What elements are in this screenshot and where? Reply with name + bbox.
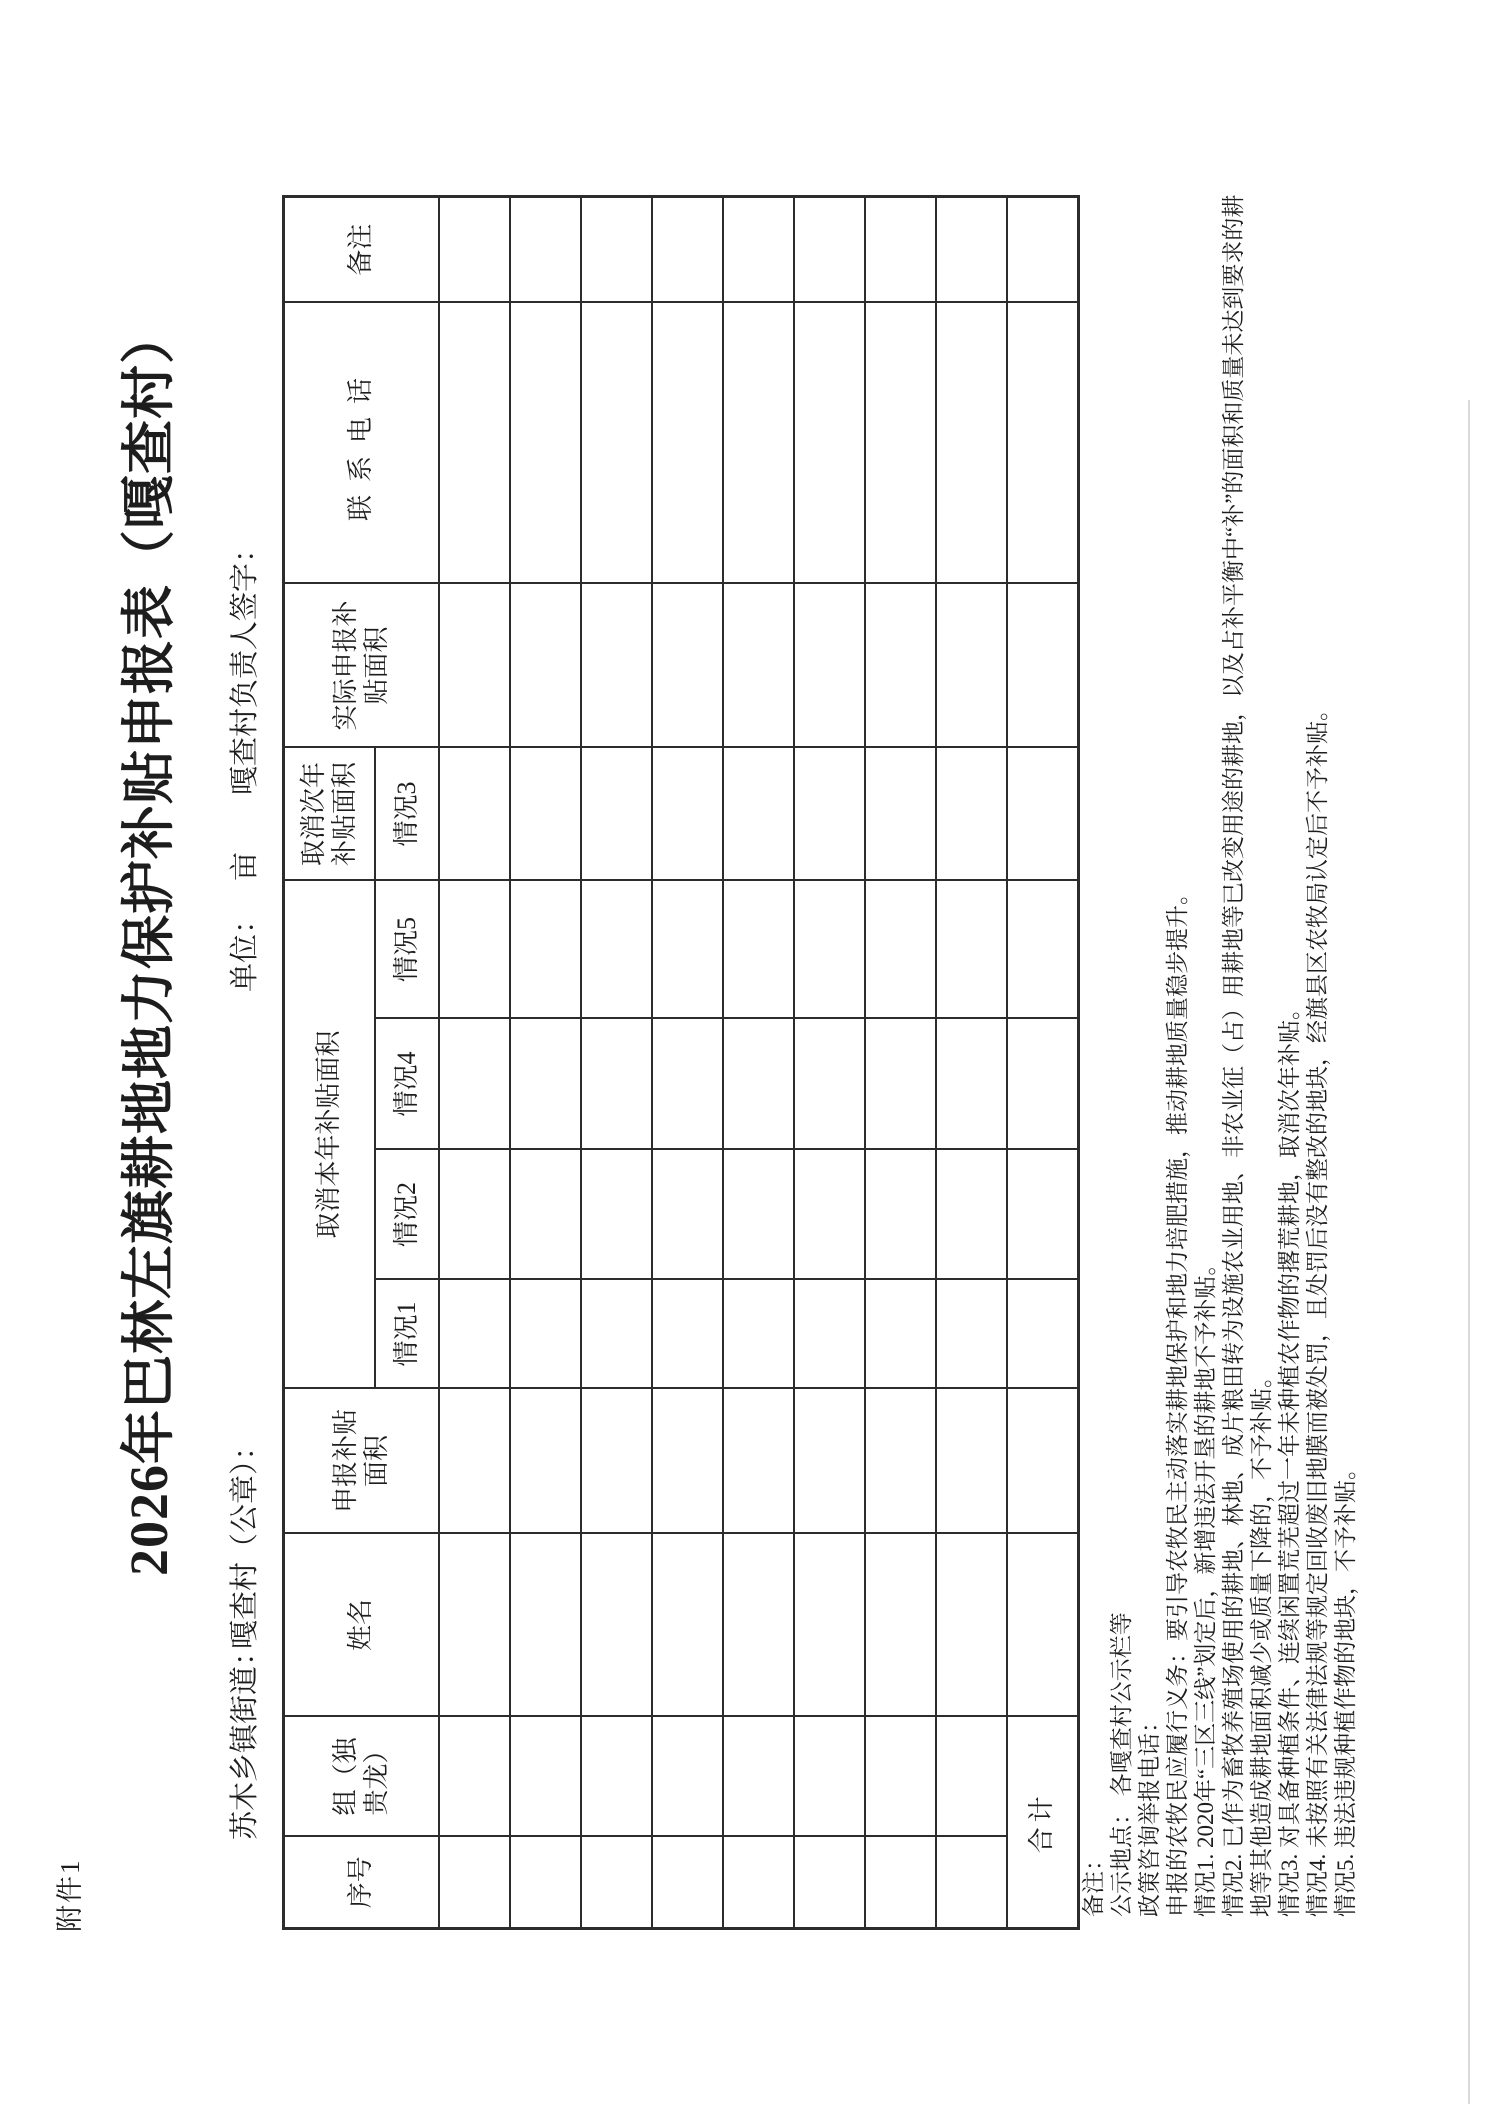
empty-cell [936,1717,1007,1837]
subcol-header-situation-5: 情况5 [375,880,439,1018]
footnote-line: 情况4. 未按照有关法律法规等规定回收废旧地膜而被处罚，且处罚后没有整改的地块，经旗县区农牧局认定后不予补贴。 [1305,698,1330,1917]
empty-cell [652,196,723,302]
col-header-group [284,1717,439,1837]
footnote-line: 政策咨询举报电话： [1137,1710,1162,1917]
col-header-actual-subsidy-area [284,583,439,747]
empty-cell [652,880,723,1018]
empty-cell [794,1717,865,1837]
empty-cell [1007,196,1079,302]
table-row [936,196,1007,1928]
empty-cell [1007,1534,1079,1717]
empty-cell [865,196,936,302]
total-label-cell: 合计 [1007,1717,1079,1929]
empty-cell [936,1019,1007,1150]
table-row [865,196,936,1928]
empty-cell [936,1837,1007,1929]
unit-label: 单位： [229,904,261,992]
empty-cell [1007,583,1079,747]
empty-cell [439,1019,510,1150]
empty-cell [510,583,581,747]
empty-cell [1007,1150,1079,1280]
empty-cell [652,302,723,583]
unit-value: 亩 [229,851,261,881]
empty-cell [794,1150,865,1280]
empty-cell [865,1019,936,1150]
empty-cell [581,880,652,1018]
empty-cell [581,1280,652,1389]
empty-cell [794,196,865,302]
attachment-label: 附件1 [55,1858,85,1932]
col-header-phone: 联系电话 [284,302,439,583]
empty-cell [510,1389,581,1534]
empty-cell [439,1717,510,1837]
empty-cell [794,583,865,747]
empty-cell [865,1837,936,1929]
empty-cell [439,196,510,302]
empty-cell [510,747,581,880]
empty-cell [865,1150,936,1280]
empty-cell [652,747,723,880]
empty-cell [439,747,510,880]
empty-cell [510,1717,581,1837]
empty-cell [723,1150,794,1280]
empty-cell [439,583,510,747]
empty-cell [1007,1389,1079,1534]
empty-cell [652,1717,723,1837]
empty-cell [794,1837,865,1929]
field-village-head-signature: 嘎查村负责人签字： [229,533,261,795]
page-edge-artifact [1468,400,1470,2104]
empty-cell [439,302,510,583]
empty-cell [794,1534,865,1717]
empty-cell [794,1019,865,1150]
empty-cell [723,1280,794,1389]
table-body [439,196,1007,1928]
form-title: 2026年巴林左旗耕地地力保护补贴申报表（嘎查村） [119,309,179,1576]
col-header-name: 姓名 [284,1534,439,1717]
group-header-cancel-current-year: 取消本年补贴面积 [284,880,375,1388]
empty-cell [865,302,936,583]
empty-cell [794,302,865,583]
col-header-actual-subsidy-area-line2: 贴面积 [362,626,392,705]
empty-cell [581,1389,652,1534]
empty-cell [439,1150,510,1280]
subcol-header-situation-1: 情况1 [375,1280,439,1389]
empty-cell [865,1389,936,1534]
col-header-remarks: 备注 [284,196,439,302]
empty-cell [510,196,581,302]
empty-cell [723,1717,794,1837]
empty-cell [723,1019,794,1150]
col-header-actual-subsidy-area-line1: 实际申报补 [330,600,360,731]
empty-cell [510,1837,581,1929]
subsidy-declaration-table [282,195,1080,1930]
empty-cell [1007,1280,1079,1389]
table-row [510,196,581,1928]
empty-cell [652,583,723,747]
empty-cell [936,1389,1007,1534]
col-header-declared-area-line1: 申报补贴 [330,1409,360,1514]
empty-cell [936,196,1007,302]
empty-cell [865,1280,936,1389]
footnote-line: 备注： [1081,1848,1106,1917]
empty-cell [510,1280,581,1389]
footnote-line: 地等其他造成耕地面积减少或质量下降的，不予补贴。 [1249,1365,1274,1917]
footnote-line: 情况5. 违法违规种植作物的地块，不予补贴。 [1333,1457,1358,1917]
empty-cell [936,1280,1007,1389]
footnote-line: 情况2. 已作为畜牧养殖场使用的耕地、林地、成片粮田转为设施农业用地、非农业征（占）用耕地等已改变用途的耕地，以及占补平衡中“补”的面积和质量未达到要求的耕 [1221,194,1246,1917]
empty-cell [865,747,936,880]
col-header-group-line2: 贵龙） [362,1737,392,1816]
empty-cell [510,1534,581,1717]
empty-cell [936,302,1007,583]
empty-cell [794,1389,865,1534]
empty-cell [794,1280,865,1389]
empty-cell [581,583,652,747]
empty-cell [723,583,794,747]
empty-cell [581,302,652,583]
total-row [1007,196,1079,1928]
table-row [439,196,510,1928]
empty-cell [652,1534,723,1717]
table-row [794,196,865,1928]
empty-cell [439,1534,510,1717]
empty-cell [652,1389,723,1534]
empty-cell [581,1534,652,1717]
empty-cell [936,1150,1007,1280]
empty-cell [652,1150,723,1280]
group-header-cancel-next-year [284,747,375,880]
empty-cell [510,1019,581,1150]
field-gacha-village-seal: 嘎查村（公章）： [229,1431,261,1649]
empty-cell [652,1837,723,1929]
footnote-line: 公示地点： 各嘎查村公示栏等 [1109,1612,1134,1917]
empty-cell [439,1837,510,1929]
table-row [652,196,723,1928]
empty-cell [865,1534,936,1717]
empty-cell [1007,1019,1079,1150]
empty-cell [510,880,581,1018]
empty-cell [652,1280,723,1389]
footnote-line: 申报的农牧民应履行义务：要引导农牧民主动落实耕地保护和地力培肥措施，推动耕地质量稳步提升。 [1165,882,1190,1917]
footnote-line: 情况1. 2020年“三区三线”划定后，新增违法开垦的耕地不予补贴。 [1193,1252,1218,1917]
field-sumu-township: 苏木乡镇街道： [229,1636,261,1840]
subcol-header-situation-4: 情况4 [375,1019,439,1150]
empty-cell [581,196,652,302]
empty-cell [581,1150,652,1280]
empty-cell [794,747,865,880]
empty-cell [510,302,581,583]
empty-cell [1007,747,1079,880]
empty-cell [723,747,794,880]
empty-cell [581,1019,652,1150]
empty-cell [723,1534,794,1717]
empty-cell [794,880,865,1018]
field-unit [222,852,263,992]
footnotes [1080,195,1360,1917]
group-header-cancel-next-year-line1: 取消次年 [298,761,328,866]
empty-cell [723,302,794,583]
empty-cell [581,1717,652,1837]
empty-cell [936,1534,1007,1717]
table-row [723,196,794,1928]
col-header-group-line1: 组（独 [330,1737,360,1816]
subcol-header-situation-2: 情况2 [375,1150,439,1280]
empty-cell [439,1389,510,1534]
empty-cell [865,880,936,1018]
empty-cell [865,1717,936,1837]
empty-cell [581,1837,652,1929]
empty-cell [723,1389,794,1534]
subcol-header-situation-3: 情况3 [375,747,439,880]
empty-cell [723,1837,794,1929]
col-header-declared-area [284,1389,439,1534]
empty-cell [723,880,794,1018]
empty-cell [581,747,652,880]
empty-cell [936,880,1007,1018]
empty-cell [1007,302,1079,583]
col-header-serial-number: 序号 [284,1837,439,1929]
empty-cell [865,583,936,747]
table-row [581,196,652,1928]
empty-cell [439,1280,510,1389]
empty-cell [510,1150,581,1280]
empty-cell [936,747,1007,880]
empty-cell [439,880,510,1018]
empty-cell [723,196,794,302]
empty-cell [652,1019,723,1150]
group-header-cancel-next-year-line2: 补贴面积 [330,761,360,866]
empty-cell [936,583,1007,747]
empty-cell [1007,880,1079,1018]
footnote-line: 情况3. 对具备种植条件、连续闲置荒芜超过一年未种植农作物的撂荒耕地，取消次年补贴。 [1277,997,1302,1917]
col-header-declared-area-line2: 面积 [362,1435,392,1488]
